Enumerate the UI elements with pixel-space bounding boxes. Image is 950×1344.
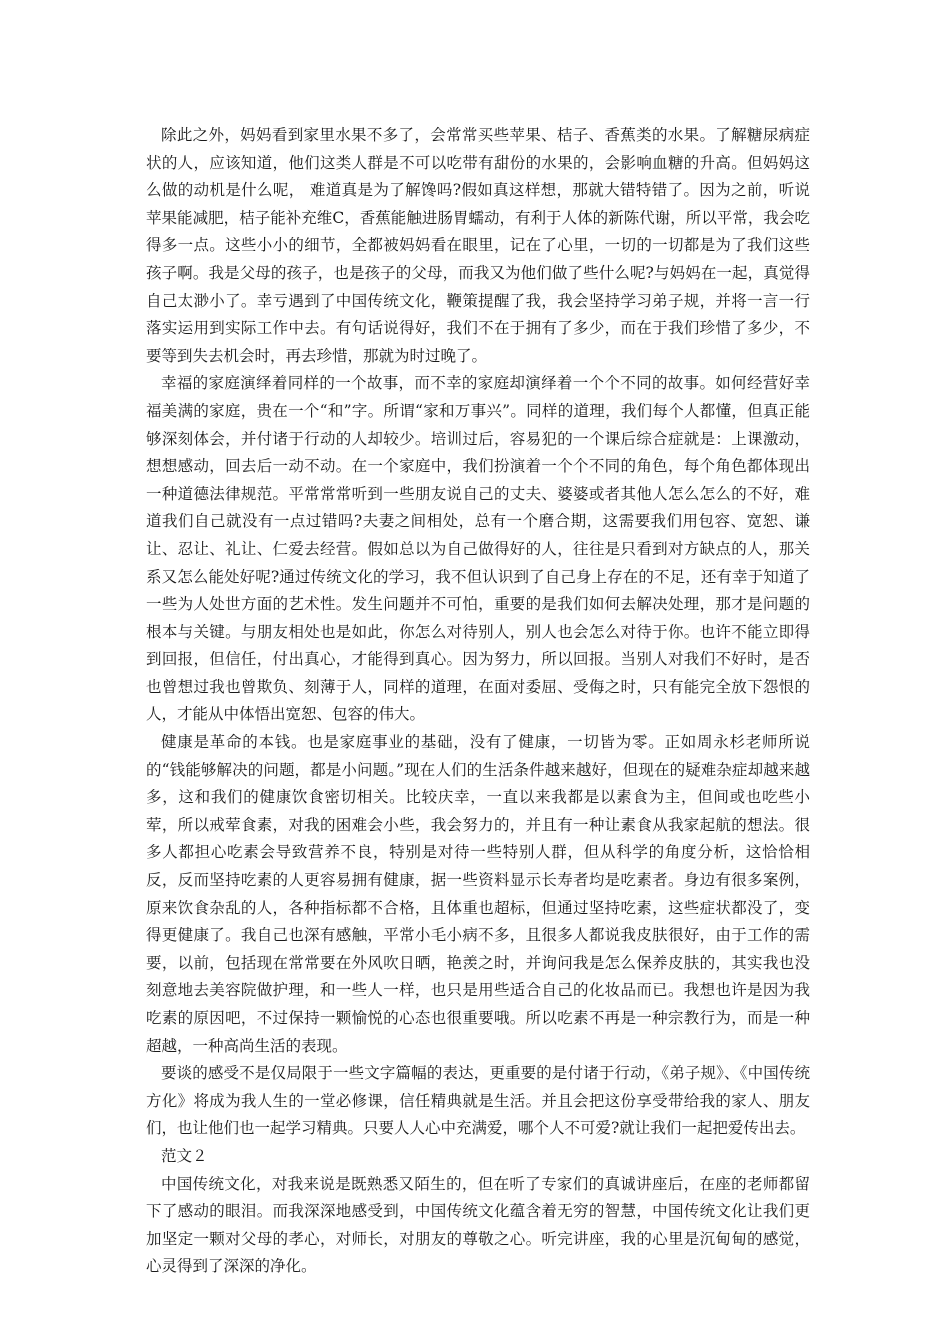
paragraph-health: 健康是革命的本钱。也是家庭事业的基础，没有了健康，一切皆为零。正如周永杉老师所说的“钱能够解决的问题，都是小问题。”现在人们的生活条件越来越好，但现在的疑难杂症却越来越多，这和我们的健康饮食密切相关。比较庆幸，一直以来我都是以素食为主，但间或也吃些小荤，所以戒荤食素，对我的困难会小些，我会努力的，并且有一种让素食从我家起航的想法。很多人都担心吃素会导致营养不良，特别是对待一些特别人群，但从科学的角度分析，这恰恰相反，反而坚持吃素的人更容易拥有健康，据一些资料显示长寿者均是吃素者。身边有很多案例，原来饮食杂乱的人，各种指标都不合格，且体重也超标，但通过坚持吃素，这些症状都没了，变得更健康了。我自己也深有感触，平常小毛小病不多，且很多人都说我皮肤很好，由于工作的需要，以前，包括现在常常要在外风吹日晒，艳羡之时，并询问我是怎么保养皮肤的，其实我也没刻意地去美容院做护理，和一些人一样，也只是用些适合自己的化妆品而已。我想也许是因为我吃素的原因吧，不过保持一颗愉悦的心态也很重要哦。所以吃素不再是一种宗教行为，而是一种超越，一种高尚生活的表现。 [146, 733, 810, 1055]
sample-heading: 范文２ [161, 1146, 208, 1165]
paragraph-traditional-culture: 中国传统文化，对我来说是既熟悉又陌生的，但在听了专家们的真诚讲座后，在座的老师都留下了感动的眼泪。而我深深地感受到，中国传统文化蕴含着无穷的智慧，中国传统文化让我们更加坚定一颗对父母的孝心，对师长，对朋友的尊敬之心。听完讲座，我的心里是沉甸甸的感觉，心灵得到了深深的净化。 [146, 1174, 810, 1276]
paragraph-family: 幸福的家庭演绎着同样的一个故事，而不幸的家庭却演绎着一个个不同的故事。如何经营好幸福美满的家庭，贵在一个“和”字。所谓“家和万事兴”。同样的道理，我们每个人都懂，但真正能够深刻体会，并付诸于行动的人却较少。培训过后，容易犯的一个课后综合症就是：上课激动，想想感动，回去后一动不动。在一个家庭中，我们扮演着一个个不同的角色，每个角色都体现出一种道德法律规范。平常常常听到一些朋友说自己的丈夫、婆婆或者其他人怎么怎么的不好，难道我们自己就没有一点过错吗?夫妻之间相处，总有一个磨合期，这需要我们用包容、宽恕、谦让、忍让、礼让、仁爱去经营。假如总以为自己做得好的人，往往是只看到对方缺点的人，那关系又怎么能处好呢?通过传统文化的学习，我不但认识到了自己身上存在的不足，还有幸于知道了一些为人处世方面的艺术性。发生问题并不可怕，重要的是我们如何去解决处理，那才是问题的根本与关键。与朋友相处也是如此，你怎么对待别人，别人也会怎么对待于你。也许不能立即得到回报，但信任，付出真心，才能得到真心。因为努力，所以回报。当别人对我们不好时，是否也曾想过我也曾欺负、刻薄于人，同样的道理，在面对委屈、受侮之时，只有能完全放下怨恨的人，才能从中体悟出宽恕、包容的伟大。 [146, 374, 810, 724]
paragraph-feelings: 要谈的感受不是仅局限于一些文字篇幅的表达，更重要的是付诸于行动，《弟子规》、《中国传统方化》将成为我人生的一堂必修课，信任精典就是生活。并且会把这份享受带给我的家人、朋友们，也让他们也一起学习精典。只要人人心中充满爱，哪个人不可爱?就让我们一起把爱传出去。 [146, 1064, 810, 1138]
document-body [146, 122, 810, 1281]
paragraph-fruit: 除此之外，妈妈看到家里水果不多了，会常常买些苹果、桔子、香蕉类的水果。了解糖尿病症状的人，应该知道，他们这类人群是不可以吃带有甜份的水果的，会影响血糖的升高。但妈妈这么做的动机是什么呢， 难道真是为了解馋吗?假如真这样想，那就大错特错了。因为之前，听说苹果能减肥，桔子能补充维C，香蕉能触进肠胃蠕动，有利于人体的新陈代谢，所以平常，我会吃得多一点。这些小小的细节，全都被妈妈看在眼里，记在了心里，一切的一切都是为了我们这些孩子啊。我是父母的孩子，也是孩子的父母，而我又为他们做了些什么呢?与妈妈在一起，真觉得自己太渺小了。幸亏遇到了中国传统文化，鞭策提醒了我，我会坚持学习弟子规，并将一言一行落实运用到实际工作中去。有句话说得好，我们不在于拥有了多少，而在于我们珍惜了多少，不要等到失去机会时，再去珍惜，那就为时过晚了。 [146, 126, 810, 365]
